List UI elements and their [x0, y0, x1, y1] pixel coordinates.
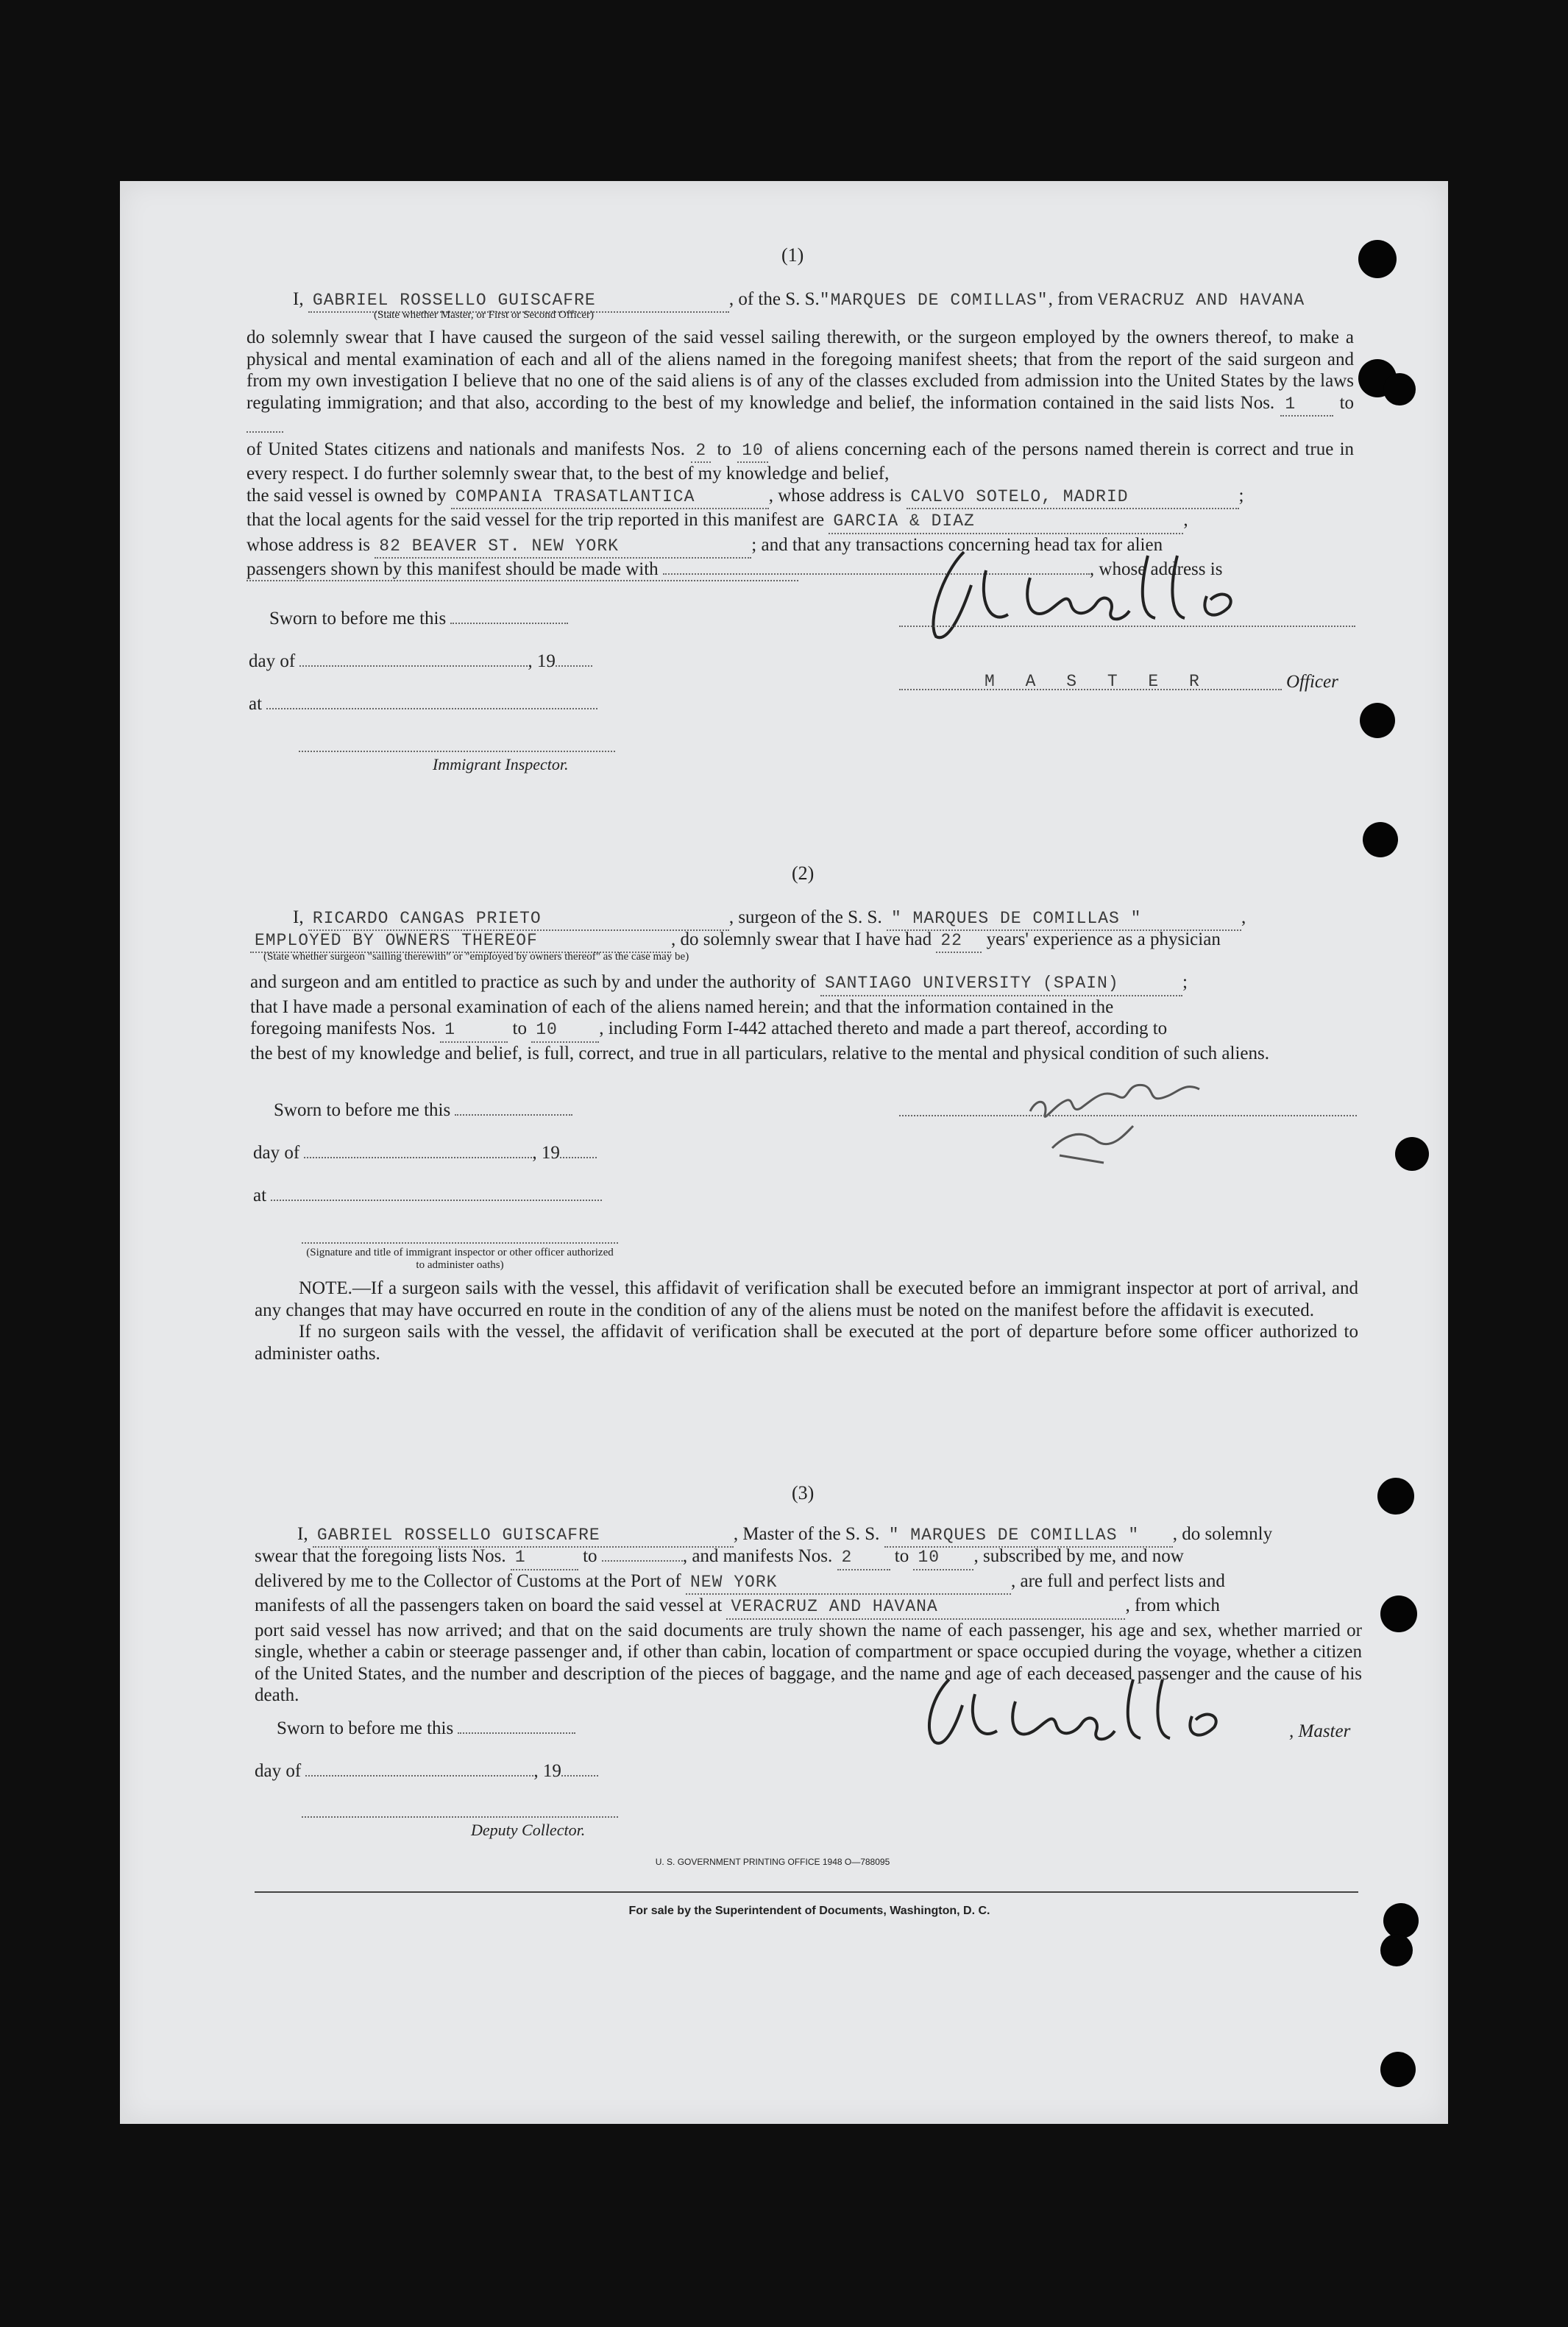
- manifests-from-field-3: 2: [837, 1547, 890, 1570]
- section-2-line-2: [250, 929, 1361, 953]
- at-line-2: [253, 1185, 621, 1206]
- text: , subscribed by me, and now: [973, 1546, 1184, 1566]
- text: that I have made a personal examination of each of the aliens named herein; and that the information contained in the: [250, 996, 1114, 1017]
- text: Sworn to before me this: [277, 1718, 454, 1738]
- text: , Master of the S. S.: [733, 1524, 880, 1544]
- manifests-to-field-3: 10: [913, 1547, 973, 1570]
- oath-text: do solemnly swear that I have caused the surgeon of the said vessel sailing therewith, or the surgeon employed by the owners thereof, to make a physical and mental examination of each and all of the aliens named in the foregoing manifest sheets; that from the report of the said surgeon and from my own investigation I believe that no one of the said aliens is of any of the classes excluded from admission into the United States by the laws regulating immigration; and that also, according to the best of my knowledge and belief, the information contained in the said lists Nos.: [246, 327, 1354, 413]
- sale-notice: For sale by the Superintendent of Documents, Washington, D. C.: [628, 1905, 990, 1917]
- binder-hole: [1358, 240, 1397, 278]
- text: passengers shown by this manifest should be made with: [246, 559, 659, 579]
- binder-hole: [1363, 822, 1398, 857]
- text: Sworn to before me this: [269, 609, 447, 628]
- text: of United States citizens and nationals and manifests Nos.: [246, 439, 686, 459]
- manifests-from-field: 2: [691, 440, 711, 464]
- signature-line: [899, 626, 1355, 627]
- binder-hole: [1395, 1137, 1429, 1171]
- note-text: [255, 1278, 1358, 1364]
- section-2-body: and surgeon and am entitled to practice as such by and under the authority of SANTIAGO UNIVERSITY (SPAIN) ; that I have made a personal examination of each of the aliens named herein; and that the information contained in the foregoing manifests Nos. 1 to 10 , including Form I-442 attached thereto and made a part thereof, according to the best of my knowledge and belief, is full, correct, and true in all particulars, relative to the mental and physical condition of such aliens.: [250, 972, 1269, 1063]
- footer-rule: [255, 1891, 1358, 1893]
- section-2-number: (2): [792, 863, 815, 884]
- lists-from-field-3: 1: [511, 1547, 578, 1570]
- text: day of: [253, 1143, 300, 1163]
- section-1-number: (1): [781, 244, 804, 266]
- port-from-field: VERACRUZ AND HAVANA: [1097, 291, 1305, 310]
- manifest-to-field: 10: [531, 1019, 599, 1043]
- text: , do solemnly: [1172, 1524, 1273, 1544]
- surgeon-signature-line: [899, 1115, 1357, 1116]
- employed-field: EMPLOYED BY OWNERS THEREOF: [250, 930, 671, 953]
- text: , 19: [528, 651, 556, 671]
- text: of aliens concerning each of the persons named therein is correct and true in every respect. I do further solemnly swear that, to the best of my knowledge and belief,: [246, 439, 1355, 484]
- text: ; and that any transactions concerning head tax for alien: [751, 534, 1163, 555]
- state-note: (State whether surgeon "sailing therewith" or "employed by owners thereof" as the case may be): [263, 951, 689, 963]
- text: , including Form I-442 attached thereto and made a part thereof, according to: [599, 1019, 1168, 1038]
- master-name-field-3: GABRIEL ROSSELLO GUISCAFRE: [313, 1525, 734, 1548]
- text: at: [249, 694, 263, 714]
- section-1-body: do solemnly swear that I have caused the surgeon of the said vessel sailing therewith, or the surgeon employed by the owners thereof, to make a physical and mental examination of each and all of the aliens named in the foregoing manifest sheets; that from the report of the said surgeon and from my own investigation I believe that no one of the said aliens is of any of the classes excluded from admission into the United States by the laws regulating immigration; and that also, according to the best of my knowledge and belief, the information contained in the said lists Nos. 1 to of United States citizens and nationals and manifests Nos. 2 to 10 of aliens concerning each of the persons named therein is correct and true in every respect. I do further solemnly swear that, to the best of my knowledge and belief, the said vessel is owned by COMPANIA TRASATLANTICA , whose address is CALVO SOTELO, MADRID ; that the local agents for the said vessel for the trip reported in this manifest are GARCIA & DIAZ , whose address is 82 BEAVER ST. NEW YORK ; and that any transactions concerning head tax for alien passengers shown by this manifest should be made with , whose address is: [246, 327, 1355, 579]
- master-name-field: GABRIEL ROSSELLO GUISCAFRE: [308, 290, 729, 313]
- text: the best of my knowledge and belief, is full, correct, and true in all particulars, relative to the mental and physical condition of such aliens.: [250, 1043, 1269, 1063]
- manifests-to-field: 10: [737, 440, 768, 464]
- text: swear that the foregoing lists Nos.: [255, 1546, 506, 1566]
- text: , do solemnly swear that I have had: [671, 929, 932, 949]
- officer-note: (State whether Master, or First or Second Officer): [374, 309, 595, 321]
- text: Sworn to before me this: [274, 1100, 451, 1120]
- text: to: [1339, 392, 1355, 413]
- text: I,: [293, 289, 304, 309]
- text: to: [894, 1546, 909, 1566]
- text: , 19: [533, 1761, 561, 1781]
- text: that the local agents for the said vessel for the trip reported in this manifest are: [246, 510, 825, 530]
- day-line-1: [249, 651, 617, 672]
- master-title: M A S T E R: [985, 672, 1210, 691]
- sworn-line-2: [274, 1099, 642, 1121]
- title-line: [899, 689, 1282, 690]
- collector-label: Deputy Collector.: [471, 1821, 586, 1839]
- binder-hole: [1360, 703, 1395, 738]
- text: delivered by me to the Collector of Customs at the Port of: [255, 1570, 681, 1591]
- port-field: NEW YORK: [686, 1572, 1011, 1595]
- day-line-2: [253, 1142, 621, 1164]
- text: whose address is: [246, 534, 371, 555]
- manifest-from-field: 1: [440, 1019, 508, 1043]
- note-2: If no surgeon sails with the vessel, the affidavit of verification shall be executed at the port of departure before some officer authorized to administer oaths.: [255, 1322, 1358, 1364]
- text: to: [512, 1019, 527, 1038]
- text: to: [717, 439, 731, 459]
- surgeon-signature: [1015, 1060, 1258, 1177]
- inspector-signature-line: [299, 751, 615, 752]
- signature-note: (Signature and title of immigrant inspector or other officer authorized to administer oaths): [306, 1247, 614, 1271]
- gpo-imprint: U. S. GOVERNMENT PRINTING OFFICE 1948 O—788095: [655, 1857, 890, 1867]
- agents-address-field: 82 BEAVER ST. NEW YORK: [375, 536, 751, 559]
- text: the said vessel is owned by: [246, 485, 447, 506]
- vessel-name-field-2: " MARQUES DE COMILLAS ": [887, 908, 1241, 931]
- binder-hole: [1380, 1595, 1417, 1632]
- sworn-line-3: [277, 1718, 645, 1739]
- inspector-label: Immigrant Inspector.: [433, 755, 569, 773]
- text: day of: [255, 1761, 302, 1781]
- text: , from which: [1125, 1595, 1220, 1615]
- collector-signature-line: [302, 1816, 618, 1818]
- agents-field: GARCIA & DIAZ: [829, 511, 1183, 534]
- text: manifests of all the passengers taken on board the said vessel at: [255, 1595, 723, 1615]
- text: , whose address is: [768, 485, 902, 506]
- master-label: , Master: [1289, 1721, 1351, 1741]
- binder-hole: [1383, 1903, 1419, 1938]
- text: I,: [293, 907, 304, 927]
- section-3-number: (3): [792, 1482, 815, 1503]
- vessel-name-field-3: " MARQUES DE COMILLAS ": [884, 1525, 1173, 1548]
- text: foregoing manifests Nos.: [250, 1019, 436, 1038]
- officer-label: Officer: [1286, 672, 1338, 692]
- text: , whose address is: [1089, 559, 1223, 579]
- officer-signature-line: [302, 1242, 618, 1244]
- taken-at-field: VERACRUZ AND HAVANA: [726, 1596, 1125, 1620]
- text: , from: [1048, 289, 1093, 309]
- text: I,: [297, 1524, 308, 1544]
- section-3-line-1: [297, 1523, 1364, 1548]
- surgeon-name-field: RICARDO CANGAS PRIETO: [308, 908, 729, 931]
- text: , and manifests Nos.: [682, 1546, 833, 1566]
- vessel-name-field: "MARQUES DE COMILLAS": [819, 291, 1049, 310]
- text: and surgeon and am entitled to practice as such by and under the authority of: [250, 972, 816, 992]
- years-field: 22: [936, 930, 982, 953]
- text: , are full and perfect lists and: [1011, 1570, 1225, 1591]
- owner-address-field: CALVO SOTELO, MADRID: [907, 486, 1239, 510]
- binder-hole: [1377, 1478, 1414, 1515]
- master-signature-2: [912, 1672, 1310, 1753]
- text: day of: [249, 651, 296, 671]
- address-line: [246, 580, 798, 581]
- text: at: [253, 1186, 267, 1205]
- text: port said vessel has now arrived; and that on the said documents are truly shown the name of each passenger, his age and sex, whether married or single, whether a cabin or steerage passenger and, if other than cabin, location of compartment or space occupied during the voyage, whether a citizen of the United States, and the number and description of the pieces of baggage, and the name and age of each deceased passenger and the cause of his death.: [255, 1620, 1362, 1705]
- text: , of the S. S.: [728, 289, 820, 309]
- at-line-1: [249, 693, 617, 715]
- binder-hole: [1383, 373, 1416, 405]
- text: years' experience as a physician: [986, 929, 1221, 949]
- binder-hole: [1380, 2052, 1416, 2087]
- binder-hole: [1380, 1934, 1413, 1966]
- lists-from-field: 1: [1280, 394, 1333, 417]
- master-signature: [920, 541, 1332, 648]
- university-field: SANTIAGO UNIVERSITY (SPAIN): [820, 973, 1182, 996]
- day-line-3: [255, 1760, 622, 1782]
- sworn-line-1: [269, 608, 637, 629]
- note: NOTE.—If a surgeon sails with the vessel, this affidavit of verification shall be executed before an immigrant inspector at port of arrival, and any changes that may have occurred en route in the condition of any of the aliens must be noted on the manifest before the affidavit is executed.: [255, 1278, 1358, 1320]
- text: , 19: [532, 1143, 560, 1163]
- text: , surgeon of the S. S.: [728, 907, 882, 927]
- owner-field: COMPANIA TRASATLANTICA: [451, 486, 769, 510]
- text: to: [583, 1546, 597, 1566]
- section-2-line-1: I, RICARDO CANGAS PRIETO , surgeon of the S. S. " MARQUES DE COMILLAS " ,: [293, 907, 1360, 931]
